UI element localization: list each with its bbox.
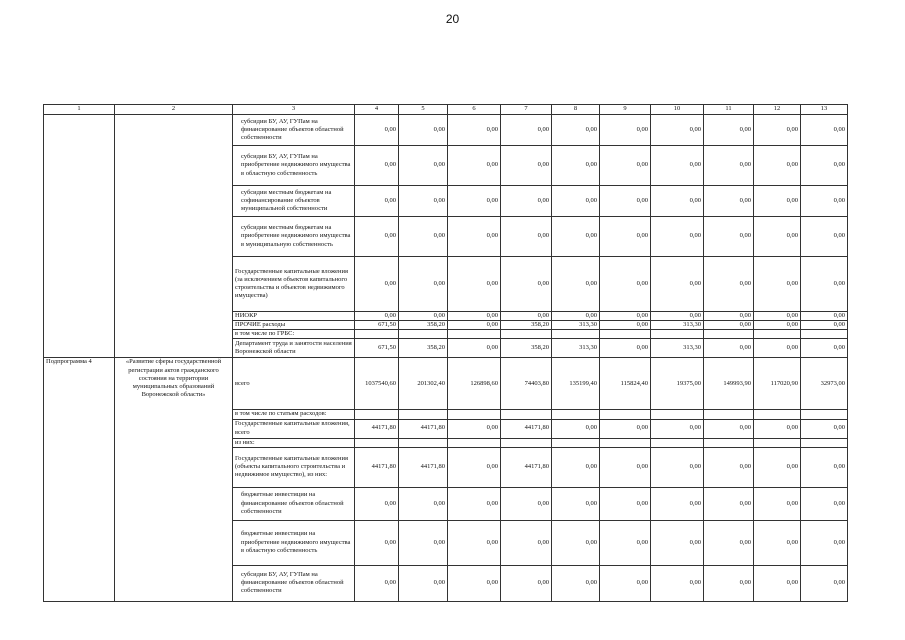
value-cell [399, 410, 448, 419]
value-cell: 0,00 [399, 565, 448, 601]
value-cell: 0,00 [801, 257, 848, 312]
value-cell: 0,00 [448, 257, 501, 312]
value-cell: 0,00 [501, 146, 552, 186]
value-cell: 0,00 [355, 487, 399, 520]
value-cell: 0,00 [651, 312, 704, 321]
value-cell: 0,00 [552, 115, 600, 146]
value-cell [448, 438, 501, 447]
value-cell: 0,00 [754, 447, 801, 487]
value-cell [704, 438, 754, 447]
value-cell: 313,30 [651, 339, 704, 358]
value-cell: 0,00 [552, 419, 600, 438]
column-number: 4 [355, 105, 399, 115]
value-cell: 358,20 [399, 321, 448, 330]
value-cell: 0,00 [754, 321, 801, 330]
value-cell: 0,00 [651, 520, 704, 565]
value-cell: 0,00 [399, 487, 448, 520]
value-cell: 0,00 [754, 186, 801, 217]
value-cell: 0,00 [704, 257, 754, 312]
value-cell: 0,00 [704, 419, 754, 438]
value-cell: 0,00 [552, 565, 600, 601]
value-cell: 0,00 [801, 339, 848, 358]
value-cell [801, 330, 848, 339]
value-cell: 0,00 [399, 115, 448, 146]
value-cell: 44171,80 [355, 419, 399, 438]
value-cell: 0,00 [552, 146, 600, 186]
value-cell: 0,00 [801, 419, 848, 438]
value-cell: 0,00 [801, 447, 848, 487]
table-body [44, 105, 848, 602]
value-cell: 0,00 [754, 419, 801, 438]
value-cell [600, 438, 651, 447]
value-cell: 313,30 [651, 321, 704, 330]
page-number: 20 [445, 12, 460, 26]
value-cell: 0,00 [600, 565, 651, 601]
subprogram-number: Подпрограмма 4 [44, 358, 115, 601]
value-cell: 0,00 [355, 217, 399, 257]
value-cell: 0,00 [552, 520, 600, 565]
value-cell: 0,00 [704, 186, 754, 217]
value-cell: 671,50 [355, 339, 399, 358]
value-cell: 0,00 [651, 146, 704, 186]
value-cell: 0,00 [704, 487, 754, 520]
value-cell: 0,00 [552, 487, 600, 520]
value-cell: 0,00 [704, 115, 754, 146]
value-cell: 115824,40 [600, 358, 651, 410]
value-cell [552, 410, 600, 419]
value-cell [704, 330, 754, 339]
value-cell [600, 330, 651, 339]
row-label: бюджетные инвестиции на финансирование объектов областной собственности [233, 487, 355, 520]
value-cell: 0,00 [754, 146, 801, 186]
value-cell: 0,00 [801, 115, 848, 146]
value-cell: 0,00 [801, 146, 848, 186]
value-cell: 0,00 [704, 146, 754, 186]
value-cell: 0,00 [754, 487, 801, 520]
subprogram-title: «Развитие сферы государственной регистрации актов гражданского состояния на территории муниципальных образований Воронежской области» [115, 358, 233, 601]
table-row [44, 115, 848, 146]
value-cell: 0,00 [801, 321, 848, 330]
value-cell: 44171,80 [355, 447, 399, 487]
value-cell: 0,00 [552, 186, 600, 217]
value-cell: 0,00 [754, 520, 801, 565]
value-cell: 0,00 [704, 321, 754, 330]
value-cell: 0,00 [801, 312, 848, 321]
value-cell: 0,00 [651, 565, 704, 601]
column-number: 11 [704, 105, 754, 115]
value-cell: 0,00 [754, 115, 801, 146]
row-label: Государственные капитальные вложения (за исключением объектов капитального строительства и объектов недвижимого имущества) [233, 257, 355, 312]
value-cell: 0,00 [600, 186, 651, 217]
value-cell: 1037540,60 [355, 358, 399, 410]
value-cell: 0,00 [355, 186, 399, 217]
value-cell: 0,00 [600, 419, 651, 438]
value-cell [501, 330, 552, 339]
value-cell: 0,00 [355, 115, 399, 146]
value-cell: 44171,80 [399, 419, 448, 438]
row-label: из них: [233, 438, 355, 447]
empty-cell [115, 115, 233, 358]
value-cell [399, 330, 448, 339]
value-cell: 0,00 [399, 186, 448, 217]
value-cell: 0,00 [501, 257, 552, 312]
value-cell: 0,00 [355, 565, 399, 601]
value-cell: 32973,00 [801, 358, 848, 410]
value-cell [448, 410, 501, 419]
value-cell: 0,00 [552, 257, 600, 312]
value-cell: 0,00 [501, 186, 552, 217]
value-cell: 0,00 [651, 217, 704, 257]
column-number: 8 [552, 105, 600, 115]
row-label: субсидии местным бюджетам на софинансирование объектов муниципальной собственности [233, 186, 355, 217]
row-label: Государственные капитальные вложения (объекты капитального строительства и недвижимое имущество), из них: [233, 447, 355, 487]
row-label: в том числе по статьям расходов: [233, 410, 355, 419]
value-cell: 0,00 [448, 146, 501, 186]
row-label: субсидии БУ, АУ, ГУПам на приобретение недвижимого имущества в областную собственность [233, 146, 355, 186]
value-cell [355, 438, 399, 447]
value-cell: 0,00 [651, 115, 704, 146]
value-cell: 0,00 [448, 487, 501, 520]
value-cell: 313,30 [552, 321, 600, 330]
value-cell: 0,00 [448, 115, 501, 146]
row-label: субсидии БУ, АУ, ГУПам на финансирование объектов областной собственности [233, 565, 355, 601]
value-cell: 0,00 [448, 217, 501, 257]
row-label: Государственные капитальные вложения, всего [233, 419, 355, 438]
value-cell: 19375,00 [651, 358, 704, 410]
value-cell [552, 438, 600, 447]
value-cell: 0,00 [754, 312, 801, 321]
value-cell: 0,00 [651, 487, 704, 520]
value-cell: 0,00 [448, 186, 501, 217]
value-cell: 0,00 [801, 520, 848, 565]
value-cell: 0,00 [448, 447, 501, 487]
row-label: всего [233, 358, 355, 410]
column-number: 2 [115, 105, 233, 115]
row-label: ПРОЧИЕ расходы [233, 321, 355, 330]
value-cell: 0,00 [600, 339, 651, 358]
value-cell [355, 330, 399, 339]
column-number-row [44, 105, 848, 115]
value-cell [754, 438, 801, 447]
value-cell: 0,00 [600, 447, 651, 487]
value-cell: 0,00 [399, 520, 448, 565]
value-cell: 149993,90 [704, 358, 754, 410]
row-label: в том числе по ГРБС: [233, 330, 355, 339]
value-cell: 0,00 [704, 565, 754, 601]
value-cell [801, 410, 848, 419]
row-label: субсидии местным бюджетам на приобретение недвижимого имущества в муниципальную собственность [233, 217, 355, 257]
value-cell: 0,00 [501, 565, 552, 601]
value-cell: 0,00 [355, 257, 399, 312]
value-cell: 0,00 [355, 146, 399, 186]
value-cell: 358,20 [399, 339, 448, 358]
value-cell: 0,00 [501, 115, 552, 146]
value-cell: 135199,40 [552, 358, 600, 410]
value-cell: 0,00 [754, 339, 801, 358]
value-cell [651, 438, 704, 447]
value-cell [801, 438, 848, 447]
value-cell: 0,00 [801, 217, 848, 257]
value-cell: 0,00 [600, 321, 651, 330]
value-cell [355, 410, 399, 419]
value-cell: 0,00 [600, 115, 651, 146]
value-cell: 74403,80 [501, 358, 552, 410]
value-cell: 0,00 [501, 520, 552, 565]
value-cell: 0,00 [600, 312, 651, 321]
value-cell: 0,00 [704, 217, 754, 257]
value-cell [399, 438, 448, 447]
column-number: 5 [399, 105, 448, 115]
row-label: Департамент труда и занятости населения Воронежской области [233, 339, 355, 358]
value-cell: 0,00 [754, 217, 801, 257]
row-label: бюджетные инвестиции на приобретение недвижимого имущества в областную собственность [233, 520, 355, 565]
value-cell: 0,00 [448, 520, 501, 565]
column-number: 1 [44, 105, 115, 115]
value-cell: 0,00 [399, 257, 448, 312]
value-cell: 44171,80 [501, 447, 552, 487]
value-cell: 0,00 [704, 447, 754, 487]
empty-cell [44, 115, 115, 358]
value-cell: 201302,40 [399, 358, 448, 410]
value-cell: 117020,90 [754, 358, 801, 410]
value-cell: 0,00 [651, 447, 704, 487]
value-cell: 0,00 [600, 257, 651, 312]
value-cell [754, 330, 801, 339]
row-label: НИОКР [233, 312, 355, 321]
value-cell: 0,00 [651, 419, 704, 438]
value-cell: 0,00 [600, 487, 651, 520]
value-cell: 0,00 [448, 321, 501, 330]
value-cell [600, 410, 651, 419]
value-cell: 0,00 [600, 217, 651, 257]
value-cell [754, 410, 801, 419]
column-number: 13 [801, 105, 848, 115]
value-cell: 0,00 [600, 520, 651, 565]
value-cell: 0,00 [801, 487, 848, 520]
value-cell: 0,00 [552, 447, 600, 487]
value-cell: 44171,80 [501, 419, 552, 438]
column-number: 3 [233, 105, 355, 115]
value-cell: 671,50 [355, 321, 399, 330]
value-cell: 0,00 [552, 217, 600, 257]
value-cell [448, 330, 501, 339]
value-cell: 44171,80 [399, 447, 448, 487]
value-cell: 0,00 [399, 146, 448, 186]
value-cell: 0,00 [801, 186, 848, 217]
value-cell: 0,00 [399, 312, 448, 321]
value-cell: 0,00 [399, 217, 448, 257]
budget-table [43, 104, 848, 602]
value-cell: 0,00 [448, 312, 501, 321]
value-cell: 358,20 [501, 339, 552, 358]
value-cell [651, 410, 704, 419]
value-cell: 0,00 [501, 312, 552, 321]
row-label: субсидии БУ, АУ, ГУПам на финансирование объектов областной собственности [233, 115, 355, 146]
value-cell: 0,00 [355, 312, 399, 321]
value-cell: 0,00 [552, 312, 600, 321]
value-cell: 0,00 [754, 565, 801, 601]
value-cell [651, 330, 704, 339]
value-cell: 0,00 [651, 186, 704, 217]
value-cell: 0,00 [501, 487, 552, 520]
value-cell: 0,00 [704, 520, 754, 565]
column-number: 10 [651, 105, 704, 115]
value-cell: 0,00 [651, 257, 704, 312]
column-number: 12 [754, 105, 801, 115]
value-cell: 0,00 [448, 565, 501, 601]
value-cell: 358,20 [501, 321, 552, 330]
value-cell: 0,00 [801, 565, 848, 601]
column-number: 7 [501, 105, 552, 115]
value-cell: 0,00 [754, 257, 801, 312]
value-cell: 313,30 [552, 339, 600, 358]
table-row [44, 358, 848, 410]
value-cell: 126898,60 [448, 358, 501, 410]
value-cell: 0,00 [600, 146, 651, 186]
value-cell [552, 330, 600, 339]
value-cell: 0,00 [704, 339, 754, 358]
column-number: 6 [448, 105, 501, 115]
value-cell: 0,00 [448, 339, 501, 358]
value-cell: 0,00 [501, 217, 552, 257]
value-cell [704, 410, 754, 419]
column-number: 9 [600, 105, 651, 115]
value-cell: 0,00 [704, 312, 754, 321]
value-cell [501, 410, 552, 419]
value-cell: 0,00 [355, 520, 399, 565]
value-cell: 0,00 [448, 419, 501, 438]
value-cell [501, 438, 552, 447]
